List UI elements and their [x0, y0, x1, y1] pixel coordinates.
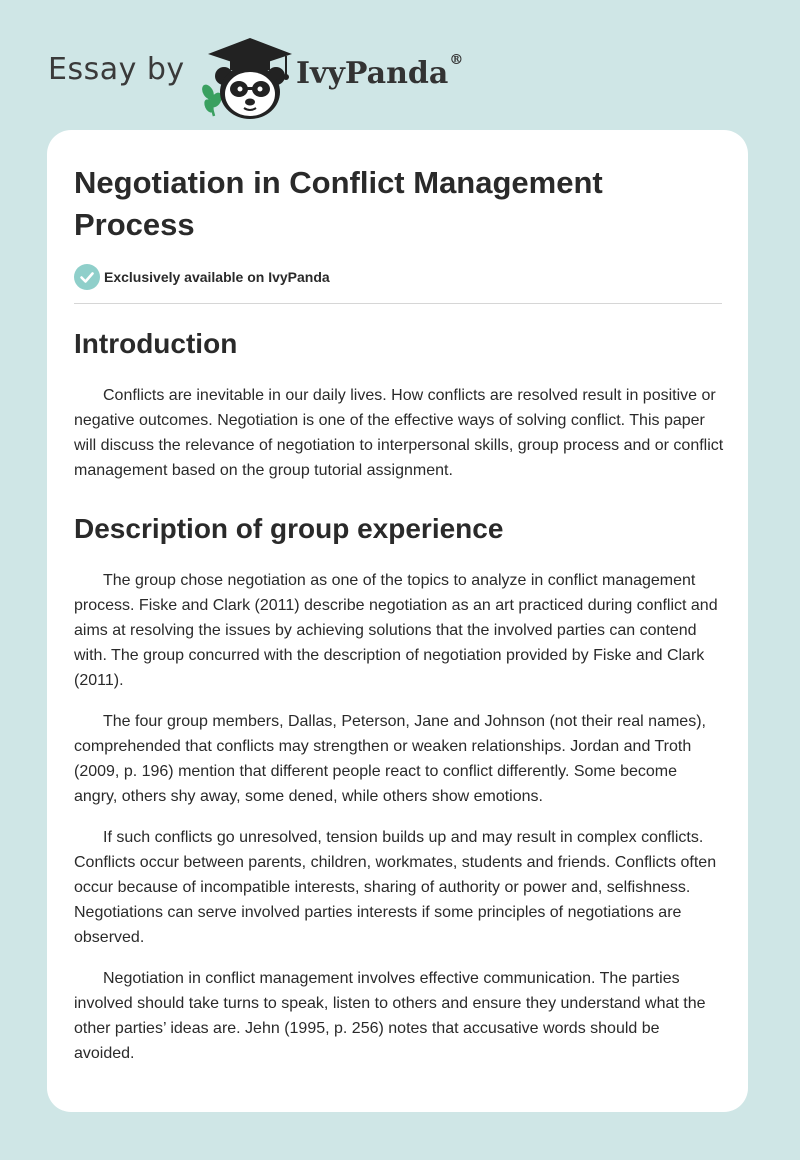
paragraph: If such conflicts go unresolved, tension builds up and may result in complex conflicts. Conflicts occur between parents, children, workmates, students and friends. Conflicts often occur because of incompatible interests, sharing of authority or power and, selfishness. Negotiations can serve involved parties interests if some principles of negotiations are observed.: [74, 829, 717, 946]
paragraph: The group chose negotiation as one of the topics to analyze in conflict management process. Fiske and Clark (2011) describe negotiation as an art practiced during conflict and aims at resolving the issues by achieving solutions that the involved parties can contend with. The group concurred with the description of negotiation provided by Fiske and Clark (2011).: [74, 572, 718, 689]
paragraph: Negotiation in conflict management involves effective communication. The parties involved should take turns to speak, listen to others and ensure they understand what the other parties’ ideas are. Jehn (1995, p. 256) notes that accusative words should be avoided.: [74, 970, 706, 1062]
paragraph: Conflicts are inevitable in our daily lives. How conflicts are resolved result in positive or negative outcomes. Negotiation is one of the effective ways of solving conflict. This paper will discuss the relevance of negotiation to interpersonal skills, group process and or conflict management based on the group tutorial assignment.: [74, 387, 724, 479]
article-body: [74, 324, 724, 1066]
section-heading-group-experience: Description of group experience: [74, 513, 504, 544]
section-heading-introduction: Introduction: [74, 328, 238, 359]
panda-graduate-icon: [200, 36, 296, 120]
paragraph: The four group members, Dallas, Peterson, Jane and Johnson (not their real names), comprehended that conflicts may strengthen or weaken relationships. Jordan and Troth (2009, p. 196) mention that different people react to conflict differently. Some become angry, others shy away, some dened, while others show emotions.: [74, 713, 706, 805]
brand-name: IvyPanda®: [296, 52, 464, 91]
article-card: [47, 130, 748, 1112]
exclusive-badge: [74, 264, 330, 290]
checkmark-icon: [74, 264, 100, 290]
site-header: [48, 30, 508, 120]
essay-by-label: Essay by: [48, 52, 185, 87]
page-title: Negotiation in Conflict Management Process: [74, 165, 603, 242]
exclusive-badge-label: Exclusively available on IvyPanda: [104, 269, 330, 285]
divider: [74, 303, 722, 304]
